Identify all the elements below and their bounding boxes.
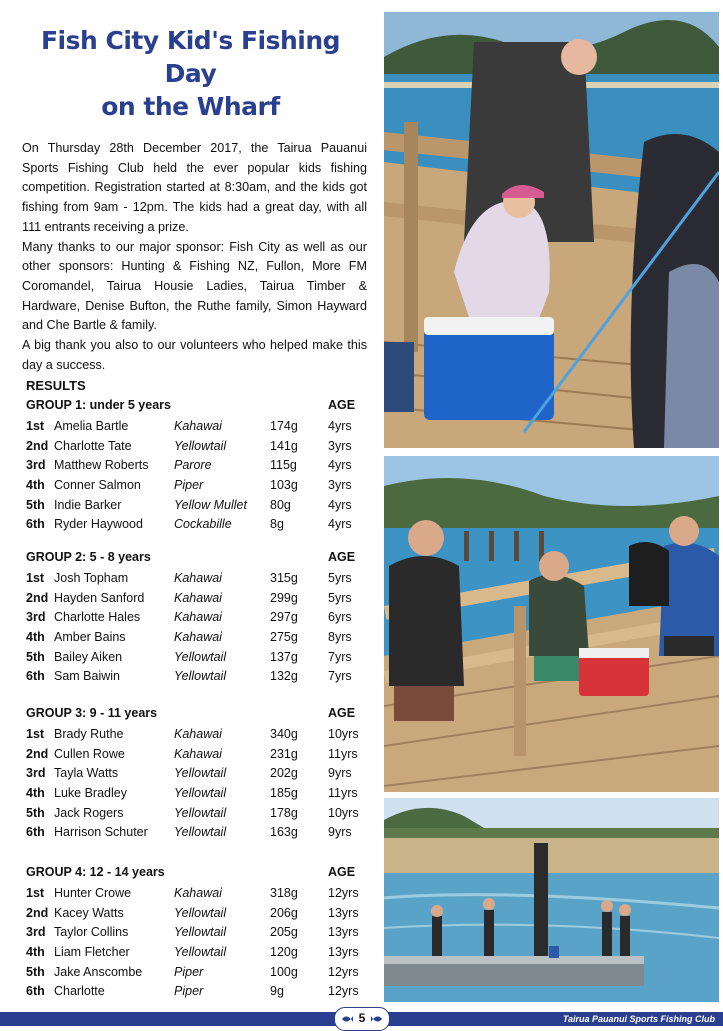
age: 11yrs <box>328 786 358 801</box>
age: 3yrs <box>328 478 352 493</box>
entrant-name: Ryder Haywood <box>54 517 143 532</box>
table-row <box>26 764 356 784</box>
weight: 297g <box>270 610 298 625</box>
table-row <box>26 784 356 804</box>
place: 2nd <box>26 905 49 920</box>
place: 4th <box>26 786 45 801</box>
entrant-name: Bailey Aiken <box>54 649 123 664</box>
page-number: 5 <box>358 1011 366 1025</box>
weight: 115g <box>270 458 297 473</box>
table-row <box>26 943 359 963</box>
age: 13yrs <box>328 925 359 940</box>
intro-paragraph: Many thanks to our major sponsor: Fish City as well as our other sponsors: Hunting & Fishing NZ, Fullon, More FM Coromandel, Tairua Housie Ladies, Tairua Timber & Hardware, Denise Bufton, the Ruthe family, Simon Hayward and Che Bartle & family. <box>22 239 367 333</box>
age: 5yrs <box>328 590 352 605</box>
results-group <box>26 865 359 1002</box>
place: 1st <box>26 571 45 585</box>
place: 3rd <box>26 610 46 625</box>
weight: 299g <box>270 590 298 605</box>
table-row <box>26 608 356 628</box>
table-row <box>26 804 359 824</box>
fish-species: Piper <box>174 964 204 979</box>
weight: 100g <box>270 964 298 979</box>
group-title: GROUP 4: 12 - 14 years <box>26 865 165 879</box>
place: 2nd <box>26 746 49 761</box>
age: 12yrs <box>328 964 359 979</box>
entrant-name: Indie Barker <box>54 497 122 512</box>
fish-species: Yellowtail <box>174 669 227 684</box>
page-number-badge <box>334 1007 390 1031</box>
entrant-name: Cullen Rowe <box>54 746 125 761</box>
age: 4yrs <box>328 419 352 433</box>
group-title: GROUP 2: 5 - 8 years <box>26 550 151 564</box>
weight: 141g <box>270 438 298 453</box>
entrant-name: Harrison Schuter <box>54 825 148 840</box>
place: 4th <box>26 478 45 493</box>
fish-species: Kahawai <box>174 727 222 741</box>
table-row <box>26 589 356 609</box>
fish-species: Yellowtail <box>174 945 227 960</box>
group-header <box>26 706 356 725</box>
weight: 103g <box>270 478 298 493</box>
place: 6th <box>26 517 45 532</box>
place: 5th <box>26 805 45 820</box>
table-row <box>26 417 356 437</box>
group-header <box>26 550 356 569</box>
entrant-name: Kacey Watts <box>54 905 124 920</box>
entrant-name: Taylor Collins <box>54 925 129 940</box>
intro-paragraph: A big thank you also to our volunteers who helped make this day a success. <box>22 338 367 372</box>
table-row <box>26 437 356 457</box>
fish-species: Yellowtail <box>174 825 227 840</box>
age: 4yrs <box>328 517 352 532</box>
weight: 185g <box>270 786 298 801</box>
entrant-name: Amber Bains <box>54 630 126 645</box>
results-group <box>26 706 359 843</box>
page-title <box>14 24 367 123</box>
weight: 163g <box>270 825 298 840</box>
place: 5th <box>26 649 45 664</box>
entrant-name: Matthew Roberts <box>54 458 149 473</box>
place: 6th <box>26 984 45 999</box>
place: 6th <box>26 669 45 684</box>
intro-paragraph: On Thursday 28th December 2017, the Tairua Pauanui Sports Fishing Club held the ever popular kids fishing competition. Registration started at 8:30am, and the kids got fishing from 9am - 12pm. The kids had a great day, with all 111 entrants receiving a prize. <box>22 141 367 234</box>
fish-species: Yellowtail <box>174 925 227 940</box>
entrant-name: Hunter Crowe <box>54 886 132 900</box>
group-title: GROUP 3: 9 - 11 years <box>26 706 158 720</box>
table-row <box>26 982 359 1002</box>
entrant-name: Sam Baiwin <box>54 669 120 684</box>
place: 5th <box>26 497 45 512</box>
place: 2nd <box>26 590 49 605</box>
table-row <box>26 904 359 924</box>
fish-species: Kahawai <box>174 630 222 645</box>
age: 7yrs <box>328 669 352 684</box>
results-group <box>26 550 356 687</box>
entrant-name: Amelia Bartle <box>54 419 129 433</box>
fish-species: Yellowtail <box>174 766 227 781</box>
fish-species: Parore <box>174 458 212 473</box>
entrant-name: Jake Anscombe <box>54 964 143 979</box>
table-row <box>26 648 356 668</box>
weight: 8g <box>270 517 284 532</box>
fish-species: Kahawai <box>174 419 222 433</box>
weight: 80g <box>270 497 291 512</box>
table-row <box>26 628 356 648</box>
fish-species: Kahawai <box>174 886 222 900</box>
entrant-name: Brady Ruthe <box>54 727 124 741</box>
table-row <box>26 476 356 496</box>
place: 4th <box>26 945 45 960</box>
age: 9yrs <box>328 766 352 781</box>
intro-text <box>22 139 367 375</box>
fish-species: Piper <box>174 478 204 493</box>
entrant-name: Conner Salmon <box>54 478 141 493</box>
fish-species: Kahawai <box>174 590 222 605</box>
entrant-name: Charlotte Hales <box>54 610 141 625</box>
entrant-name: Luke Bradley <box>54 786 127 801</box>
group-header <box>26 865 356 884</box>
table-row <box>26 725 359 745</box>
age: 12yrs <box>328 886 359 900</box>
footer-club-name: Tairua Pauanui Sports Fishing Club <box>562 1014 715 1024</box>
age: 8yrs <box>328 630 352 645</box>
fish-species: Yellow Mullet <box>174 497 247 512</box>
table-row <box>26 745 356 765</box>
weight: 9g <box>270 984 284 999</box>
results-heading: RESULTS <box>26 378 86 393</box>
fish-species: Yellowtail <box>174 805 227 820</box>
age: 13yrs <box>328 945 359 960</box>
age: 12yrs <box>328 984 359 999</box>
photo-pontoon <box>384 798 719 1002</box>
photo-girl-on-wharf-image <box>384 12 719 448</box>
weight: 205g <box>270 925 298 940</box>
entrant-name: Liam Fletcher <box>54 945 130 960</box>
group-title: GROUP 1: under 5 years <box>26 398 171 412</box>
age: 5yrs <box>328 571 352 585</box>
fish-species: Yellowtail <box>174 438 227 453</box>
group-header <box>26 398 356 417</box>
table-row <box>26 823 356 843</box>
age: 7yrs <box>328 649 352 664</box>
fish-species: Kahawai <box>174 746 222 761</box>
age: 10yrs <box>328 805 359 820</box>
table-row <box>26 496 356 516</box>
age: 3yrs <box>328 438 352 453</box>
age: 4yrs <box>328 458 352 473</box>
table-row <box>26 456 356 476</box>
table-row <box>26 515 356 535</box>
place: 5th <box>26 964 45 979</box>
fish-species: Cockabille <box>174 517 232 532</box>
place: 4th <box>26 630 45 645</box>
weight: 206g <box>270 905 298 920</box>
photo-pontoon-image <box>384 798 719 1002</box>
fish-species: Kahawai <box>174 571 222 585</box>
weight: 120g <box>270 945 298 960</box>
fish-species: Piper <box>174 984 204 999</box>
fish-icon <box>371 1014 383 1024</box>
age-column-header: AGE <box>328 865 356 879</box>
weight: 132g <box>270 669 298 684</box>
table-row <box>26 963 359 983</box>
weight: 137g <box>270 649 298 664</box>
weight: 202g <box>270 766 298 781</box>
age: 6yrs <box>328 610 352 625</box>
place: 2nd <box>26 438 49 453</box>
weight: 174g <box>270 419 298 433</box>
age: 11yrs <box>328 746 358 761</box>
entrant-name: Tayla Watts <box>54 766 119 781</box>
photo-girl-on-wharf <box>384 12 719 448</box>
table-row <box>26 667 356 687</box>
age: 13yrs <box>328 905 359 920</box>
weight: 318g <box>270 886 298 900</box>
age-column-header: AGE <box>328 706 356 720</box>
age: 10yrs <box>328 727 359 741</box>
table-row <box>26 923 359 943</box>
age-column-header: AGE <box>328 398 356 412</box>
entrant-name: Josh Topham <box>54 571 129 585</box>
place: 1st <box>26 886 45 900</box>
place: 3rd <box>26 458 46 473</box>
fish-species: Yellowtail <box>174 905 227 920</box>
title-line-2: on the Wharf <box>101 92 280 121</box>
entrant-name: Hayden Sanford <box>54 590 145 605</box>
photo-kids-at-railing <box>384 456 719 792</box>
table-row <box>26 569 356 589</box>
place: 3rd <box>26 766 46 781</box>
weight: 231g <box>270 746 298 761</box>
place: 1st <box>26 419 45 433</box>
weight: 178g <box>270 805 298 820</box>
title-line-1: Fish City Kid's Fishing Day <box>40 26 341 88</box>
fish-species: Yellowtail <box>174 649 227 664</box>
place: 1st <box>26 727 45 741</box>
entrant-name: Jack Rogers <box>54 805 124 820</box>
age-column-header: AGE <box>328 550 356 564</box>
place: 6th <box>26 825 45 840</box>
weight: 340g <box>270 727 298 741</box>
table-row <box>26 884 359 904</box>
entrant-name: Charlotte Tate <box>54 438 132 453</box>
weight: 275g <box>270 630 298 645</box>
article-column <box>22 24 367 375</box>
entrant-name: Charlotte <box>54 984 105 999</box>
fish-species: Kahawai <box>174 610 222 625</box>
photo-kids-at-railing-image <box>384 456 719 792</box>
age: 9yrs <box>328 825 352 840</box>
place: 3rd <box>26 925 46 940</box>
fish-species: Yellowtail <box>174 786 227 801</box>
results-group <box>26 398 356 535</box>
weight: 315g <box>270 571 298 585</box>
age: 4yrs <box>328 497 352 512</box>
